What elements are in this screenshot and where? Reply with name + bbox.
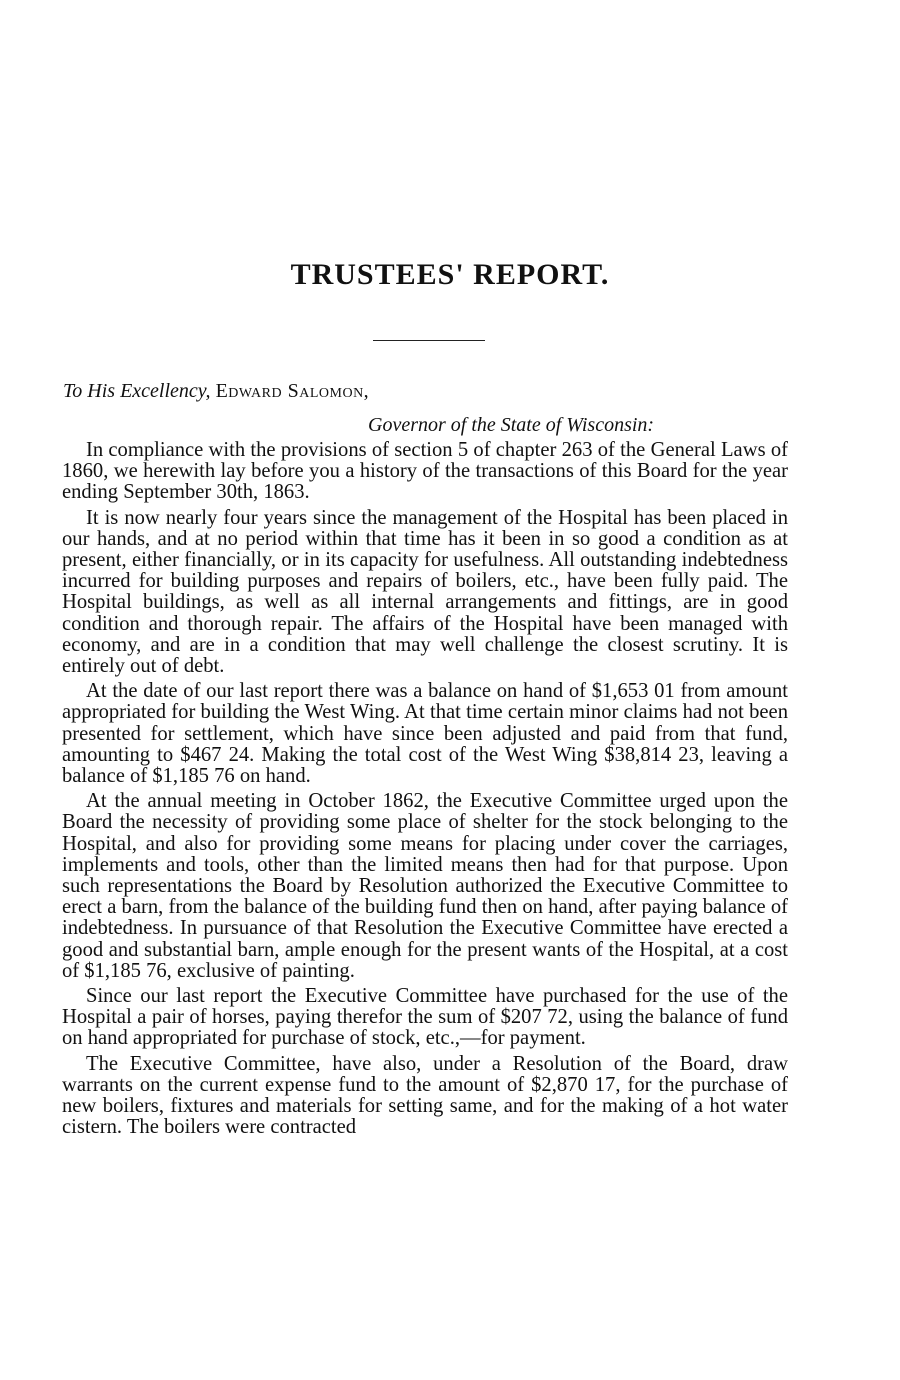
paragraph: Since our last report the Executive Committee have purchased for the use of the Hospital a pair of horses, paying therefor the sum of $207 72, using the balance of fund on hand appropriated for purchase of stock, etc.,—for payment.: [62, 985, 788, 1050]
paragraph: In compliance with the provisions of section 5 of chapter 263 of the General Laws of 1860, we herewith lay before you a history of the transactions of this Board for the year ending September 30th, 1863.: [62, 439, 788, 504]
salutation-line: [63, 380, 823, 403]
paragraph: At the annual meeting in October 1862, the Executive Committee urged upon the Board the necessity of providing some place of shelter for the stock belonging to the Hospital, and also for providing some means for placing under cover the carriages, implements and tools, other than the limited means then had for that purpose. Upon such representations the Board by Resolution authorized the Executive Committee to erect a barn, from the balance of the building fund then on hand, after paying balance of indebtedness. In pursuance of that Resolution the Executive Committee have erected a good and substantial barn, ample enough for the present wants of the Hospital, at a cost of $1,185 76, exclusive of painting.: [62, 790, 788, 982]
paragraph: The Executive Committee, have also, under a Resolution of the Board, draw warrants on the current expense fund to the amount of $2,870 17, for the purchase of new boilers, fixtures and materials for setting same, and for the making of a hot water cistern. The boilers were contracted: [62, 1052, 788, 1139]
paragraph: At the date of our last report there was a balance on hand of $1,653 01 from amount appropriated for building the West Wing. At that time certain minor claims had not been presented for settlement, which have since been adjusted and paid from that fund, amounting to $467 24. Making the total cost of the West Wing $38,814 23, leaving a balance of $1,185 76 on hand.: [62, 680, 788, 788]
addressee-name: Edward Salomon,: [215, 380, 370, 402]
salutation-to: To His Excellency,: [63, 380, 211, 402]
page-title: TRUSTEES' REPORT.: [290, 258, 610, 291]
report-body: [62, 440, 788, 1143]
paragraph: It is now nearly four years since the management of the Hospital has been placed in our hands, and at no period within that time has it been in so good a condition as at present, either financially, or in its capacity for usefulness. All outstanding indebtedness incurred for building purposes and repairs of boilers, etc., have been fully paid. The Hospital buildings, as well as all internal arrangements and fittings, are in good condition and thorough repair. The affairs of the Hospital have been managed with economy, and are in a condition that may well challenge the closest scrutiny. It is entirely out of debt.: [62, 506, 788, 678]
addressee-office: Governor of the State of Wisconsin:: [368, 414, 655, 436]
title-divider: [373, 340, 485, 341]
